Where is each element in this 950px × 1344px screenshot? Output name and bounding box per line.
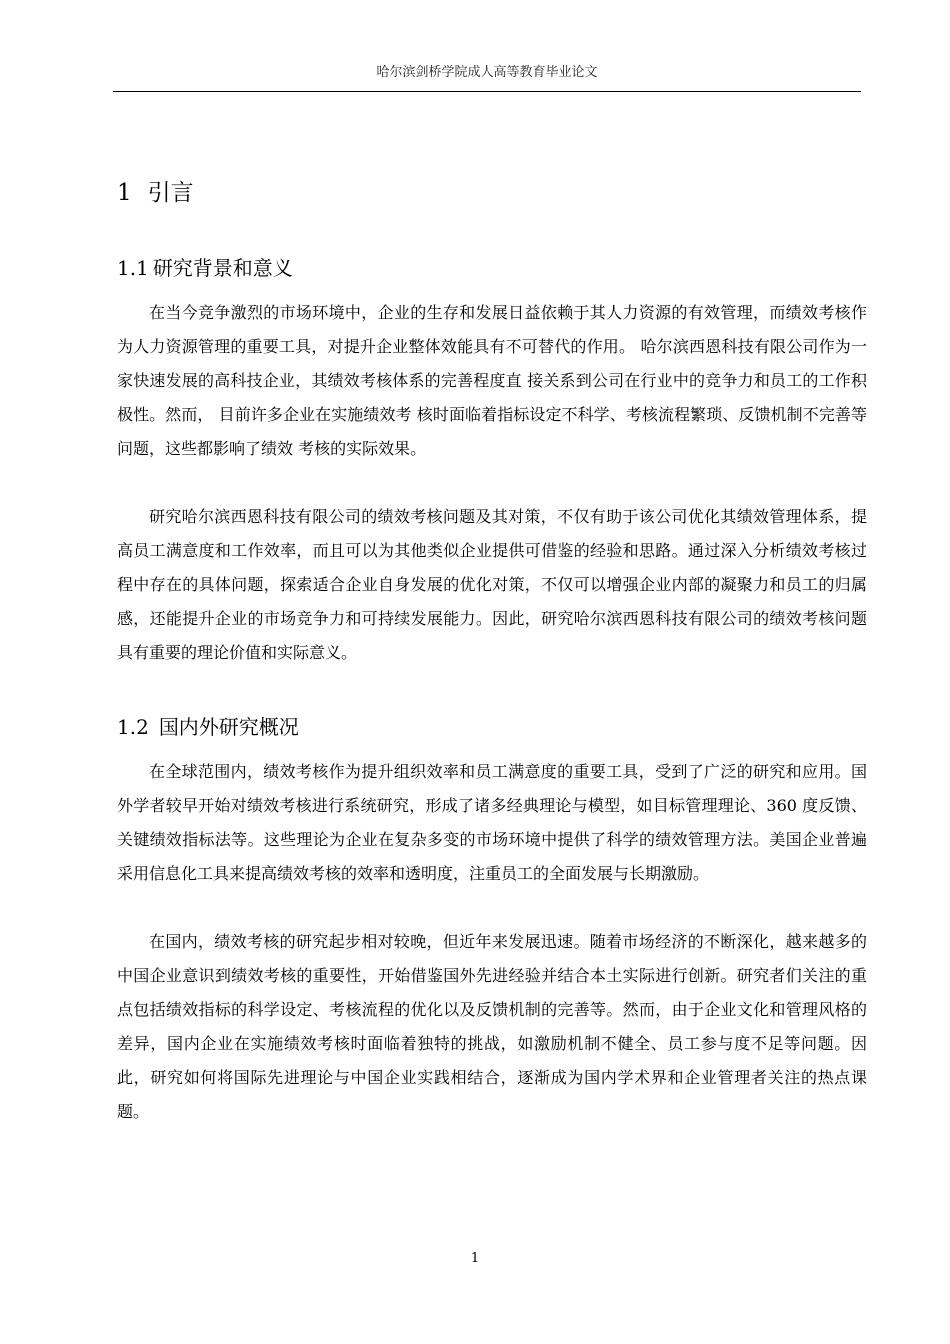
section-title: 研究背景和意义 (152, 256, 293, 280)
paragraph-background-1: 在当今竞争激烈的市场环境中，企业的生存和发展日益依赖于其人力资源的有效管理，而绩效考核作为人力资源管理的重要工具，对提升企业整体效能具有不可替代的作用。 哈尔滨西恩科技有限公司作为一家快速发展的高科技企业，其绩效考核体系的完善程度直 接关系到公司在行业中的竞争力和员工的工作积极性。然而， 目前许多企业在实施绩效考 核时面临着指标设定不科学、考核流程繁琐、反馈机制不完善等问题，这些都影响了绩效 考核的实际效果。 (117, 303, 867, 458)
page-number: 1 (470, 1251, 480, 1266)
paragraph-overview-1: 在全球范围内，绩效考核作为提升组织效率和员工满意度的重要工具，受到了广泛的研究和应用。国外学者较早开始对绩效考核进行系统研究，形成了诸多经典理论与模型，如目标管理理论、360 度反馈、关键绩效指标法等。这些理论为企业在复杂多变的市场环境中提供了科学的绩效管理方法。美国企业普遍采用信息化工具来提高绩效考核的效率和透明度，注重员工的全面发展与长期激励。 (117, 762, 867, 883)
section-heading-1-1 (117, 253, 293, 283)
header-divider (113, 91, 861, 92)
section-title: 国内外研究概况 (158, 715, 299, 739)
chapter-number: 1 (117, 180, 132, 206)
chapter-heading (117, 176, 194, 210)
page-header-title: 哈尔滨剑桥学院成人高等教育毕业论文 (376, 65, 598, 80)
chapter-title: 引言 (147, 180, 194, 206)
section-number: 1.1 (117, 256, 149, 280)
section-number: 1.2 (117, 715, 149, 739)
section-heading-1-2 (117, 712, 299, 742)
paragraph-overview-2: 在国内，绩效考核的研究起步相对较晚，但近年来发展迅速。随着市场经济的不断深化，越来越多的中国企业意识到绩效考核的重要性，开始借鉴国外先进经验并结合本土实际进行创新。研究者们关注的重点包括绩效指标的科学设定、考核流程的优化以及反馈机制的完善等。然而，由于企业文化和管理风格的差异，国内企业在实施绩效考核时面临着独特的挑战，如激励机制不健全、员工参与度不足等问题。因此，研究如何将国际先进理论与中国企业实践相结合，逐渐成为国内学术界和企业管理者关注的热点课题。 (117, 932, 867, 1121)
paragraph-background-2: 研究哈尔滨西恩科技有限公司的绩效考核问题及其对策，不仅有助于该公司优化其绩效管理体系，提高员工满意度和工作效率，而且可以为其他类似企业提供可借鉴的经验和思路。通过深入分析绩效考核过程中存在的具体问题，探索适合企业自身发展的优化对策，不仅可以增强企业内部的凝聚力和员工的归属感，还能提升企业的市场竞争力和可持续发展能力。因此，研究哈尔滨西恩科技有限公司的绩效考核问题具有重要的理论价值和实际意义。 (117, 507, 867, 662)
